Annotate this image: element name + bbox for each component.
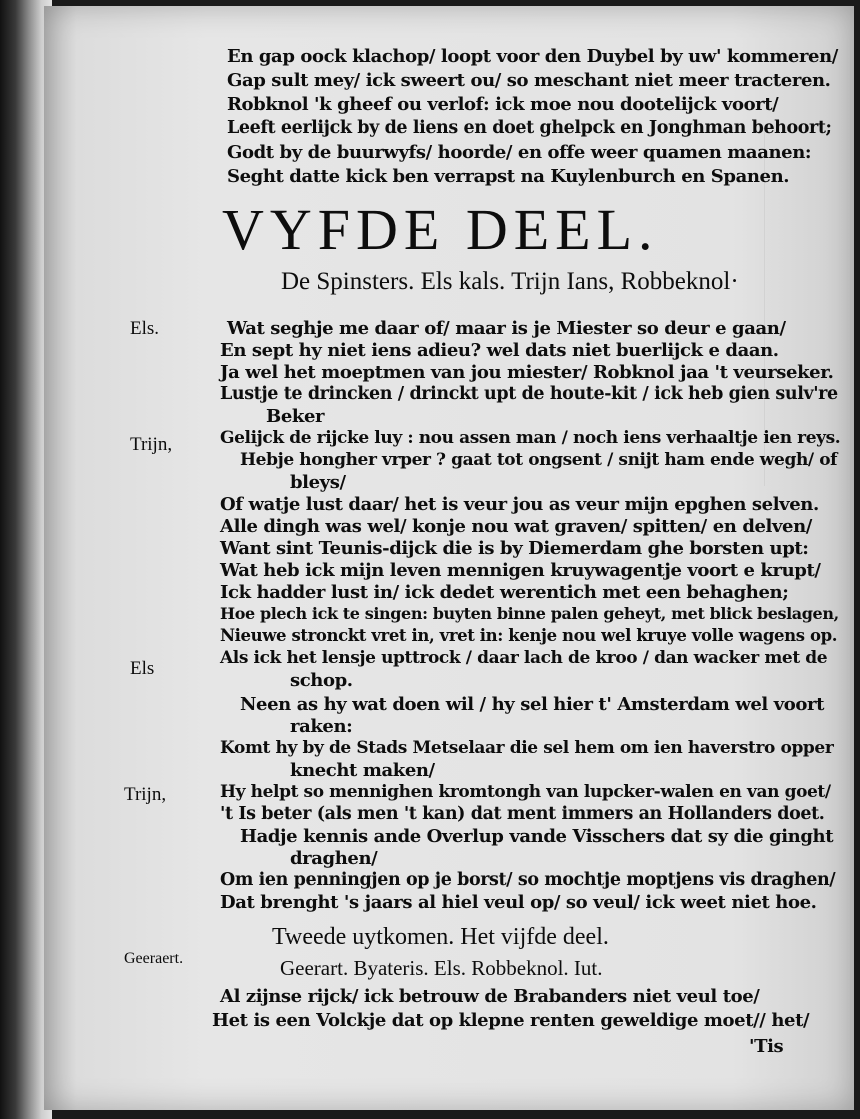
speaker-label: Els. [130, 318, 160, 339]
dialogue-line: Om ien penningjen op je borst/ so mochtje moptjens vis draghen/ [220, 870, 836, 890]
dialogue-line: Hadje kennis ande Overlup vande Visschers dat sy die ginght [240, 826, 834, 847]
dialogue-line: knecht maken/ [290, 760, 435, 781]
section-title: VYFDE DEEL. [222, 197, 659, 262]
dialogue-line: Wat seghje me daar of/ maar is je Miester so deur e gaan/ [227, 318, 786, 339]
dialogue-line: Alle dingh was wel/ konje nou wat graven/ spitten/ en delven/ [220, 516, 812, 537]
verse-line: Seght datte kick ben verrapst na Kuylenburch en Spanen. [227, 166, 790, 187]
dialogue-line: Als ick het lensje upttrock / daar lach de kroo / dan wacker met de [220, 648, 828, 668]
dialogue-line: draghen/ [290, 848, 378, 869]
verse-line: Godt by de buurwyfs/ hoorde/ en offe weer quamen maanen: [227, 142, 812, 163]
book-page [44, 6, 854, 1110]
dialogue-line: Want sint Teunis-dijck die is by Diemerdam ghe borsten upt: [220, 538, 809, 559]
dialogue-line: Hy helpt so mennighen kromtongh van lupcker-walen en van goet/ [220, 782, 831, 802]
verse-line: Robknol 'k gheef ou verlof: ick moe nou dootelijck voort/ [227, 94, 779, 115]
speaker-label: Els [130, 658, 155, 679]
dialogue-line: Nieuwe stronckt vret in, vret in: kenje nou wel kruye volle wagens op. [220, 626, 838, 645]
dialogue-line: En sept hy niet iens adieu? wel dats niet buerlijck e daan. [220, 340, 779, 361]
speaker-label: Trijn, [130, 434, 173, 455]
cast-heading: De Spinsters. Els kals. Trijn Ians, Robbeknol· [281, 268, 739, 295]
dialogue-line: Beker [266, 406, 325, 427]
catchword: 'Tis [749, 1036, 784, 1057]
verse-line: Gap sult mey/ ick sweert ou/ so meschant niet meer tracteren. [227, 70, 831, 91]
dialogue-line: Neen as hy wat doen wil / hy sel hier t' Amsterdam wel voort [240, 694, 825, 715]
dialogue-line: schop. [290, 670, 353, 691]
dialogue-line: bleys/ [290, 472, 346, 493]
dialogue-line: Wat heb ick mijn leven mennigen kruywagentje voort e krupt/ [220, 560, 821, 581]
dialogue-line: Hebje hongher vrper ? gaat tot ongsent / snijt ham ende wegh/ of [240, 450, 838, 470]
dialogue-line: 't Is beter (als men 't kan) dat ment immers an Hollanders doet. [220, 804, 825, 824]
dialogue-line: Lustje te drincken / drinckt upt de houte-kit / ick heb gien sulv're [220, 384, 838, 404]
dialogue-line: Hoe plech ick te singen: buyten binne palen geheyt, met blick beslagen, [220, 604, 839, 623]
second-cast-heading: Geerart. Byateris. Els. Robbeknol. Iut. [280, 956, 603, 980]
verse-line: En gap oock klachop/ loopt voor den Duybel by uw' kommeren/ [227, 46, 838, 67]
dialogue-line: Of watje lust daar/ het is veur jou as veur mijn epghen selven. [220, 494, 819, 515]
dialogue-line: Gelijck de rijcke luy : nou assen man / noch iens verhaaltje ien reys. [220, 428, 841, 448]
dialogue-line: raken: [290, 716, 353, 737]
dialogue-line: Dat brenght 's jaars al hiel veul op/ so veul/ ick weet niet hoe. [220, 892, 817, 913]
second-heading: Tweede uytkomen. Het vijfde deel. [272, 924, 609, 950]
verse-line: Leeft eerlijck by de liens en doet ghelpck en Jonghman behoort; [227, 118, 832, 138]
dialogue-line: Ick hadder lust in/ ick dedet werentich met een behaghen; [220, 582, 789, 603]
speaker-label: Geeraert. [124, 950, 184, 967]
verse-line: Al zijnse rijck/ ick betrouw de Brabanders niet veul toe/ [220, 986, 760, 1007]
speaker-label: Trijn, [124, 784, 167, 805]
dialogue-line: Ja wel het moeptmen van jou miester/ Robknol jaa 't veurseker. [220, 362, 834, 383]
dialogue-line: Komt hy by de Stads Metselaar die sel hem om ien haverstro opper [220, 738, 834, 758]
verse-line: Het is een Volckje dat op klepne renten geweldige moet// het/ [212, 1010, 810, 1031]
